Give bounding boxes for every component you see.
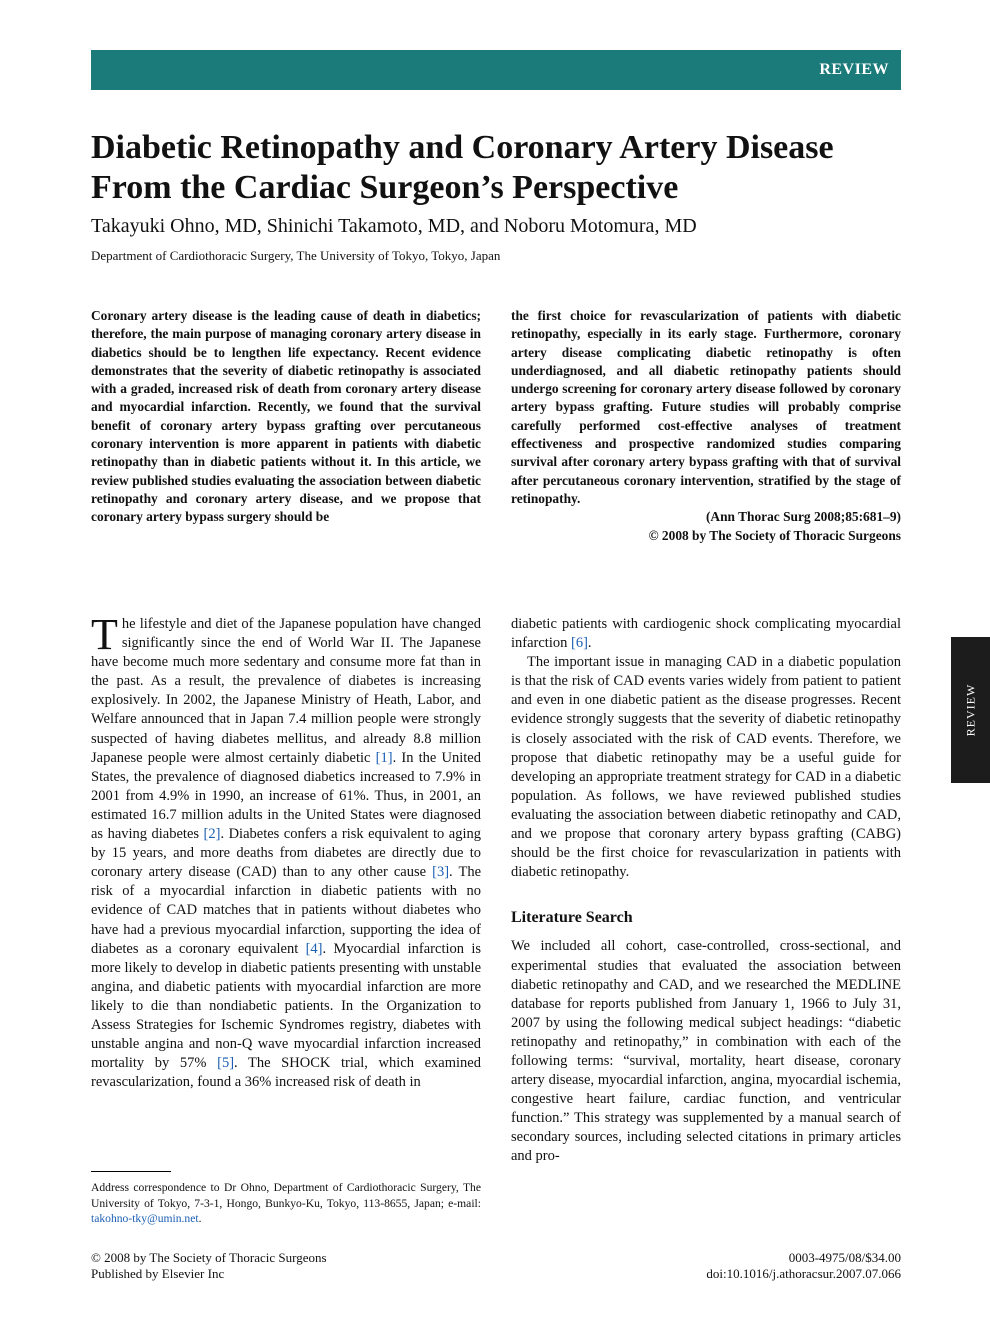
title-line-1: Diabetic Retinopathy and Coronary Artery Disease [91, 129, 834, 166]
abstract-left: Coronary artery disease is the leading cause of death in diabetics; therefore, the main purpose of managing coronary artery disease in diabetics should be to lengthen life expectancy. Recent evidence demonstrates that the severity of diabetic retinopathy is associated with a graded, increased risk of death from coronary artery disease and myocardial infarction. Recently, we found that the survival benefit of coronary artery bypass grafting over percutaneous coronary intervention is more apparent in patients with diabetic retinopathy than in diabetic patients without it. In this article, we review published studies evaluating the association between diabetic retinopathy and coronary artery disease, and we propose that coronary artery bypass surgery should be [91, 308, 481, 525]
ref-link-2[interactable]: [2] [203, 826, 221, 843]
side-tab-label: REVIEW [963, 683, 977, 737]
text-run: . Diabetes confers a risk equivalent to aging by 15 years, and more deaths from diabetes are directly due to coronary artery disease (CAD) than to any other cause [91, 826, 481, 881]
text-run: diabetic patients with cardiogenic shock complicating myocardial infarction [511, 616, 901, 652]
footer-right [706, 1250, 901, 1282]
ref-link-4[interactable]: [4] [305, 940, 323, 957]
email-link[interactable]: takohno-tky@umin.net [91, 1212, 199, 1225]
drop-cap: T [91, 610, 118, 659]
footnote-end: . [198, 1212, 202, 1225]
footer-left [91, 1250, 327, 1282]
text-run: . In the United States, the prevalence of diagnosed diabetics increased to 7.9% in 2001 from 4.9% in 1990, an increase of 61%. Thus, in 2001, an estimated 16.7 million adults in the United States were diagnosed as having diabetes [91, 749, 481, 843]
journal-citation: (Ann Thorac Surg 2008;85:681–9) [705, 509, 901, 525]
footnote-text: Address correspondence to Dr Ohno, Department of Cardiothoracic Surgery, The University of Tokyo, 7-3-1, Hongo, Bunkyo-Ku, Tokyo, 113-8655, Japan; e-mail: [91, 1181, 481, 1210]
footnote-divider [91, 1171, 171, 1172]
intro-continuation [511, 615, 901, 653]
title-line-2: From the Cardiac Surgeon’s Perspective [91, 169, 679, 206]
paragraph-managing-cad: The important issue in managing CAD in a diabetic population is that the risk of CAD events varies widely from patient to patient and even in one diabetic patient as the disease progresses. Recent evidence strongly suggests that the severity of diabetic retinopathy is closely associated with the risk of CAD events. Therefore, we propose that diabetic retinopathy may be a useful guide for developing an appropriate treatment strategy for CAD in a diabetic population. As follows, we have reviewed published studies evaluating the association between diabetic retinopathy and CAD, and we propose that coronary artery bypass grafting (CABG) should be the first choice for revascularization in patients with diabetic retinopathy. [511, 654, 901, 881]
section-banner [91, 50, 901, 90]
footer-publisher: Published by Elsevier Inc [91, 1266, 225, 1281]
abstract-right-text: the first choice for revascularization of patients with diabetic retinopathy, especially in its early stage. Furthermore, coronary artery disease complicating diabetic retinopathy is often underdiagnosed, and all diabetic retinopathy patients should undergo screening for coronary artery disease followed by coronary artery bypass grafting. Future studies will probably comprise carefully performed cost-effective analyses of treatment effectiveness and prospective randomized studies comparing survival after coronary artery bypass grafting with that of survival after percutaneous coronary intervention, stratified by the stage of retinopathy. [511, 308, 901, 506]
text-run: . Myocardial infarction is more likely to develop in diabetic patients presenting with unstable angina, and diabetic patients with myocardial infarction are more likely to die than nondiabetic patients. In the Organization to Assess Strategies for Ischemic Syndromes registry, diabetes with unstable angina and non-Q wave myocardial infarction increased mortality by 57% [91, 940, 481, 1072]
ref-link-5[interactable]: [5] [217, 1055, 235, 1072]
body-column-right [511, 615, 901, 1167]
text-run: . [587, 635, 592, 652]
paragraph-literature-search: We included all cohort, case-controlled, cross-sectional, and experimental studies that evaluated the association between diabetic retinopathy and CAD, and we researched the MEDLINE database for reports published from January 1, 1966 to July 31, 2007 by using the following medical subject headings: “diabetic retinopathy and retinopathy,” in combination with each of the following terms: “survival, mortality, heart disease, coronary artery disease, myocardial infarction, angina, myocardial ischemia, congestive heart failure, cardiac function, and ventricular function.” This strategy was supplemented by a manual search of secondary sources, including selected citations in primary articles and pro- [511, 938, 901, 1165]
footer-doi: doi:10.1016/j.athoracsur.2007.07.066 [706, 1266, 901, 1281]
text-run: . The SHOCK trial, which examined revascularization, found a 36% increased risk of death in [91, 1055, 481, 1091]
intro-paragraph [91, 610, 482, 1092]
ref-link-1[interactable]: [1] [375, 749, 393, 766]
section-heading: Literature Search [511, 909, 633, 927]
side-tab [951, 637, 990, 783]
article-title [91, 128, 911, 208]
text-run: he lifestyle and diet of the Japanese population have changed significantly since the end of World War II. The Japanese have become much more sedentary and consume more fat than in the past. As a result, the prevalence of diabetes is increasing explosively. In 2002, the Japanese Ministry of Heath, Labor, and Welfare announced that in Japan 7.4 million people were strongly suspected of having diabetes mellitus, and already 8.8 million Japanese people were almost certainly diabetic [91, 616, 481, 766]
correspondence-footnote [91, 1180, 481, 1227]
affiliation: Department of Cardiothoracic Surgery, The University of Tokyo, Tokyo, Japan [91, 248, 501, 263]
section-label: REVIEW [819, 61, 889, 78]
abstract-right [511, 307, 901, 545]
abstract-copyright: © 2008 by The Society of Thoracic Surgeons [648, 527, 901, 543]
ref-link-6[interactable]: [6] [571, 635, 588, 652]
ref-link-3[interactable]: [3] [432, 864, 450, 881]
footer-issn: 0003-4975/08/$34.00 [788, 1250, 901, 1265]
author-list: Takayuki Ohno, MD, Shinichi Takamoto, MD, and Noboru Motomura, MD [91, 215, 697, 237]
footer-copyright: © 2008 by The Society of Thoracic Surgeons [91, 1250, 327, 1265]
body-column-left [91, 610, 482, 1092]
text-run: . The risk of a myocardial infarction in diabetic patients with no evidence of CAD matches that in patients without diabetes who have had a previous myocardial infarction, supporting the idea of diabetes as a coronary equivalent [91, 864, 482, 957]
